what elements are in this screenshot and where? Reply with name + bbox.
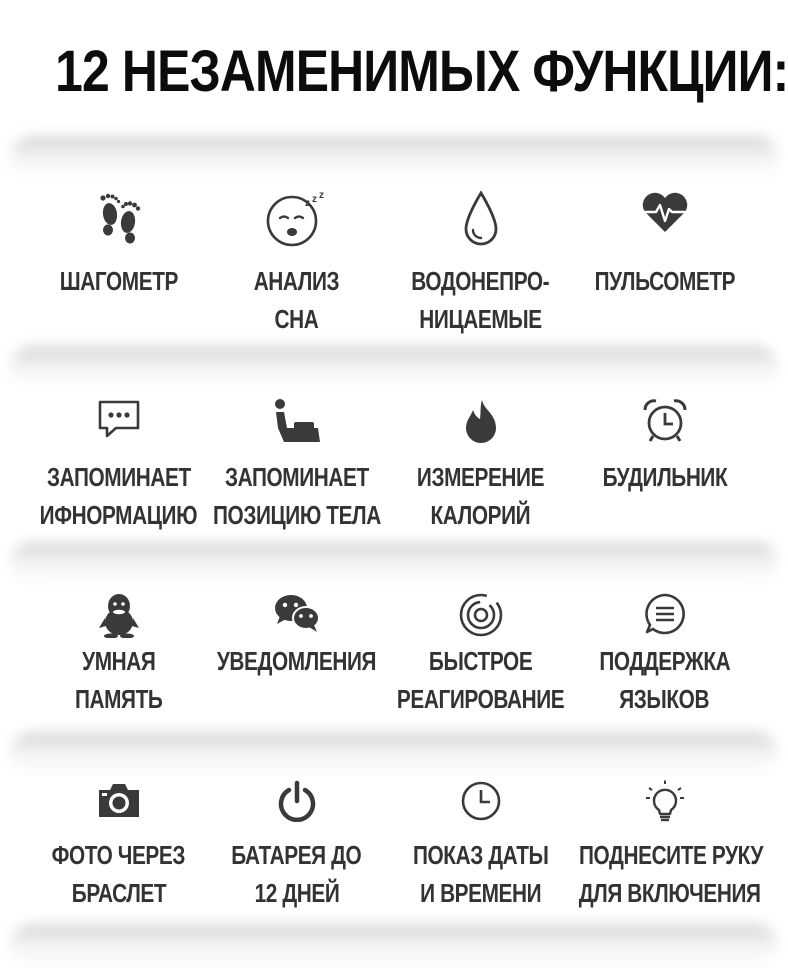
feature-item [566, 190, 763, 340]
feature-label-line: ЗАПОМИНАЕТ [46, 462, 191, 492]
feature-label-line: ПАМЯТЬ [74, 684, 163, 714]
feature-item [382, 398, 579, 548]
feature-label-line: ШАГОМЕТР [59, 266, 178, 296]
feature-label-line: БРАСЛЕТ [71, 878, 166, 908]
feature-label-line: УМНАЯ [81, 646, 156, 676]
footprints-icon [94, 190, 144, 246]
feature-label-line: 12 ДНЕЙ [254, 878, 339, 908]
chat-lines-icon [643, 592, 687, 636]
feature-label-line: ПУЛЬСОМЕТР [594, 266, 735, 296]
seated-posture-icon [270, 398, 324, 446]
feature-label-line: ПОДНЕСИТЕ РУКУ [578, 840, 763, 870]
feature-label-line: ЯЗЫКОВ [619, 684, 710, 714]
feature-item [198, 780, 395, 930]
feature-label [556, 262, 773, 300]
feature-label-line: ПОКАЗ ДАТЫ [412, 840, 549, 870]
feature-item [566, 780, 763, 930]
separator-band [10, 136, 778, 180]
feature-label-line: ПОДДЕРЖКА [599, 646, 730, 676]
alarm-clock-icon [642, 398, 688, 444]
concentric-target-icon [458, 592, 504, 638]
feature-label-line: КАЛОРИЙ [430, 500, 531, 530]
feature-label-line: НИЦАЕМЫЕ [419, 304, 542, 334]
feature-label-line: ЗАПОМИНАЕТ [224, 462, 369, 492]
camera-icon [96, 780, 142, 820]
power-icon [277, 780, 317, 822]
feature-label-line: ДЛЯ ВКЛЮЧЕНИЯ [578, 878, 761, 908]
feature-item [198, 592, 395, 742]
feature-item [566, 592, 763, 742]
feature-item [382, 592, 579, 742]
feature-item [198, 398, 395, 548]
feature-label-line: ФОТО ЧЕРЕЗ [51, 840, 186, 870]
svg-text:z: z [304, 198, 310, 209]
feature-item [382, 190, 579, 340]
feature-label-line: БЫСТРОЕ [428, 646, 533, 676]
flame-icon [460, 398, 502, 446]
feature-label-line: БУДИЛЬНИК [602, 462, 727, 492]
feature-label [556, 836, 773, 912]
feature-label-line: ИФНОРМАЦИЮ [39, 500, 198, 530]
feature-label-line: ВОДОНЕПРО- [411, 266, 550, 296]
feature-item [382, 780, 579, 930]
water-drop-icon [461, 190, 501, 248]
chat-bubbles-icon [272, 592, 322, 634]
page-title: 12 НЕЗАМЕНИМЫХ ФУНКЦИИ: [55, 39, 788, 104]
separator-band [10, 346, 778, 390]
feature-label-line: УВЕДОМЛЕНИЯ [216, 646, 377, 676]
feature-item [198, 190, 395, 340]
feature-label-line: ИЗМЕРЕНИЕ [416, 462, 545, 492]
heart-pulse-icon [640, 190, 690, 234]
feature-item [566, 398, 763, 548]
feature-label-line: АНАЛИЗ [253, 266, 340, 296]
feature-label-line: ПОЗИЦИЮ ТЕЛА [212, 500, 381, 530]
penguin-icon [97, 592, 141, 638]
separator-band [10, 924, 778, 968]
clock-icon [460, 780, 502, 822]
feature-label-line: СНА [274, 304, 319, 334]
message-bubble-icon [96, 398, 142, 440]
feature-label-line: РЕАГИРОВАНИЕ [396, 684, 565, 714]
feature-label [556, 458, 773, 496]
svg-text:z: z [311, 194, 317, 205]
svg-text:z: z [318, 190, 324, 201]
feature-label [556, 642, 773, 718]
separator-band [10, 542, 778, 586]
feature-label-line: И ВРЕМЕНИ [419, 878, 542, 908]
sleeping-face-icon [265, 190, 329, 248]
lightbulb-icon [645, 780, 685, 822]
feature-label-line: БАТАРЕЯ ДО [231, 840, 362, 870]
